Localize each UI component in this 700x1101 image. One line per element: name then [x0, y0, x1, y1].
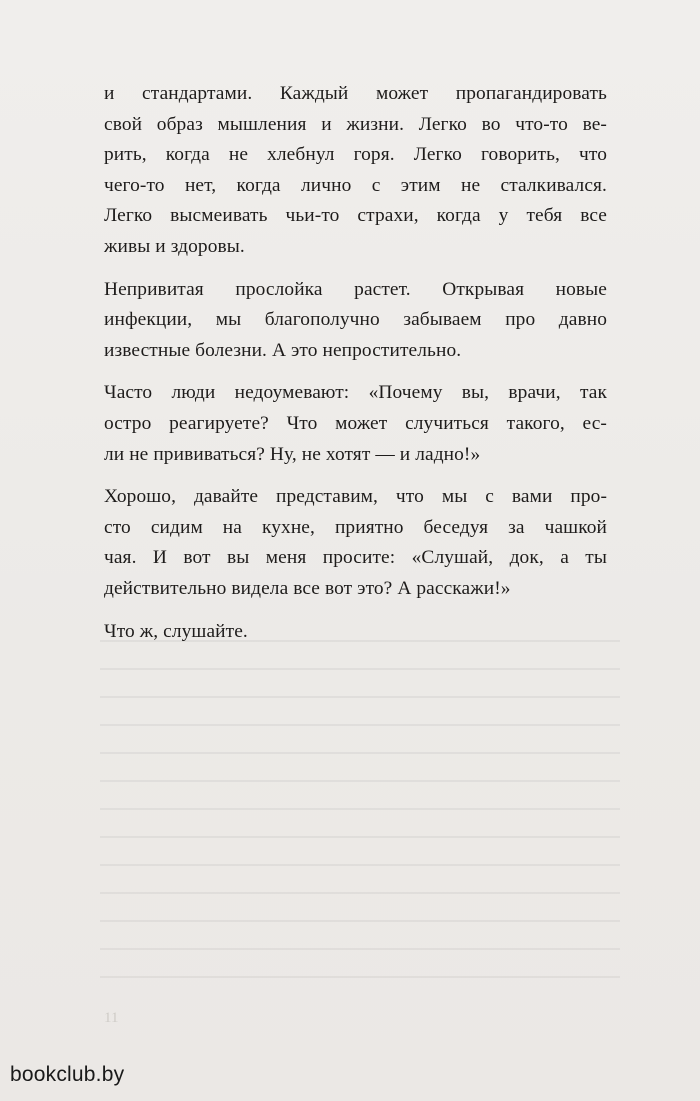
text-line: Что ж, слушайте. [104, 620, 248, 642]
text-line: действительно видела все вот это? А расскажи!» [104, 577, 511, 599]
page-number: 11 [104, 1010, 119, 1026]
text-line: сто сидим на кухне, приятно беседуя за чашкой [104, 516, 607, 538]
text-line: и стандартами. Каждый может пропагандировать [104, 83, 607, 104]
paragraph-1 [104, 79, 607, 263]
text-line: рить, когда не хлебнул горя. Легко говорить, что [104, 144, 607, 166]
text-line: известные болезни. А это непростительно. [104, 339, 462, 361]
text-line: Часто люди недоумевают: «Почему вы, врачи, так [104, 382, 607, 404]
body-text [104, 79, 607, 659]
text-line: инфекции, мы благополучно забываем про давно [104, 309, 607, 331]
paragraph-5 [104, 617, 607, 648]
text-line: Хорошо, давайте представим, что мы с вами про- [104, 486, 607, 508]
text-line: чая. И вот вы меня просите: «Слушай, док, а ты [104, 547, 607, 569]
text-line: свой образ мышления и жизни. Легко во что-то ве- [104, 113, 607, 135]
text-line: чего-то нет, когда лично с этим не сталкивался. [104, 174, 607, 196]
paragraph-4 [104, 482, 607, 604]
text-line: Легко высмеивать чьи-то страхи, когда у тебя все [104, 205, 607, 227]
text-line: живы и здоровы. [104, 235, 245, 257]
show-through-text [100, 640, 620, 990]
paragraph-2 [104, 275, 607, 367]
text-line: Непривитая прослойка растет. Открывая новые [104, 278, 607, 300]
paragraph-3 [104, 378, 607, 470]
text-line: остро реагируете? Что может случиться такого, ес- [104, 412, 607, 434]
text-line: ли не прививаться? Ну, не хотят — и ладно!» [104, 443, 481, 465]
site-watermark: bookclub.by [10, 1063, 125, 1086]
